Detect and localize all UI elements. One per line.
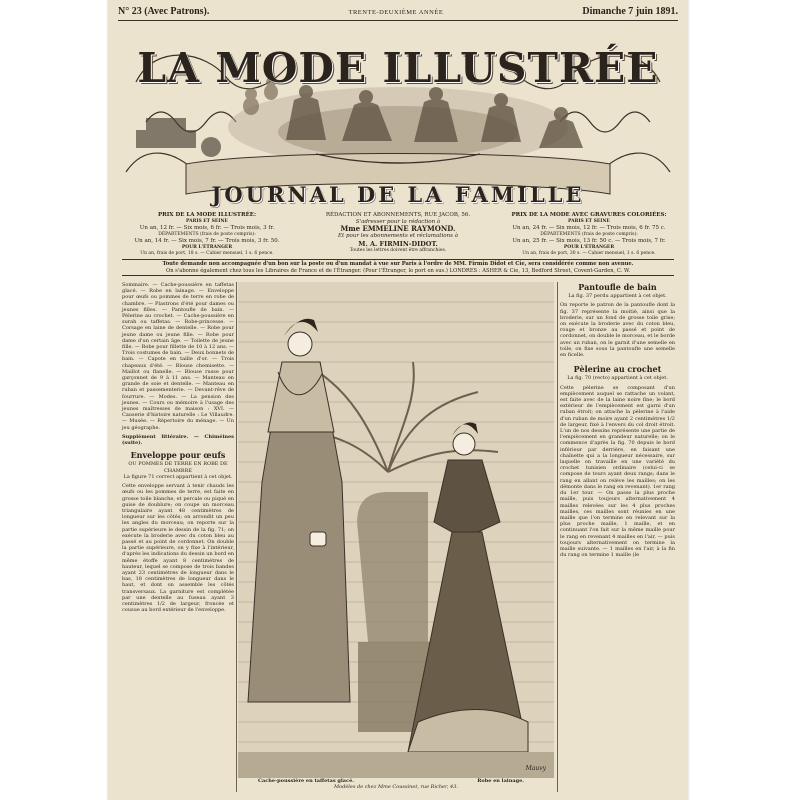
masthead-title: LA MODE ILLUSTRÉE — [137, 44, 659, 92]
column-divider-left — [236, 282, 237, 792]
issue-number: N° 23 (Avec Patrons). — [118, 6, 210, 17]
subscription-right-title: PRIX DE LA MODE AVEC GRAVURES COLORIÉES: — [511, 212, 667, 218]
subscription-right-dept: DÉPARTEMENTS (frais de poste compris): — [540, 231, 638, 237]
notice-bar — [122, 259, 674, 276]
figure-reference-enveloppe: La figure 71 correct appartient à cet objet. — [123, 473, 233, 480]
supplement-text: Supplément littéraire. — Chiméines (suite). — [122, 433, 234, 447]
right-column — [560, 282, 675, 558]
newspaper-page — [108, 0, 688, 800]
masthead-subtitle: JOURNAL DE LA FAMILLE — [211, 182, 585, 207]
notice-line-1: Toute demande non accompagnée d'un bon sur la poste ou d'un mandat à vue sur Paris à l'ordre de MM. Firmin Didot et Cie, sera considérée comme non avenue. — [162, 261, 634, 267]
caption-credit: Modèles de chez Mme Coussinet, rue Richer, 43. — [334, 784, 458, 790]
issue-header — [118, 6, 678, 21]
subscription-left — [122, 212, 292, 256]
article-body-enveloppe: Cette enveloppe servant à tenir chauds les œufs ou les pommes de terre, est faite en grosse toile blanche, et percale ou piqué en guise de doublure; on coupe un morceau triangulaire ayant 48 centimètres de longueur sur les côtés; on arrondit un peu les angles du morceau; on reporte sur la partie supérieure le dessin de la fig. 71; on exécute la broderie avec du coton bleu au passé et au point de cordonnet. On double la partie supérieure, on y fixe à l'intérieur, d'après les indications du dessin un bord en même étoffe ayant 8 centimètres de hauteur, lequel se compose de trois bandes ayant 23 centimètres de longueur dans le bas, 18 centimètres de longueur dans le haut, et dont on assemble les côtés transversaux. La garniture est complétée par une dentelle au fuseau ayant 3 centimètres 1/2 de largeur, froncée et cousue au bord extérieur de l'enveloppe. — [122, 483, 234, 614]
subscription-center-name2: M. A. FIRMIN-DIDOT. — [358, 239, 438, 248]
illustration-captions — [238, 778, 554, 790]
subscription-center-line3: Et pour les abonnements et réclamations à — [338, 233, 458, 239]
fashion-illustration — [238, 282, 554, 778]
subscription-left-dept: DÉPARTEMENTS (frais de poste compris): — [158, 231, 256, 237]
subscription-right-foreign: POUR L'ÉTRANGER — [563, 244, 615, 250]
subscription-center — [303, 212, 493, 256]
figure-reference-pantoufle: La fig. 37 perdu appartient à cet objet. — [568, 293, 667, 300]
subscription-left-paris-price: Un an, 12 fr. — Six mois, 6 fr. — Trois mois, 3 fr. — [139, 225, 275, 231]
issue-date: Dimanche 7 juin 1891. — [582, 6, 678, 17]
caption-right: Robe en lainage. — [477, 778, 524, 784]
issue-year: TRENTE-DEUXIÈME ANNÉE — [348, 9, 444, 16]
caption-left: Cache-poussière en taffetas glacé. — [258, 778, 354, 784]
subscription-left-dept-price: Un an, 14 fr. — Six mois, 7 fr. — Trois mois, 3 fr. 50. — [134, 238, 280, 244]
subscription-left-foreign-note: Un an, frais de port, 18 s. — Cahier mensuel, 1 s. 6 pence. — [140, 251, 274, 256]
article-title-enveloppe: Enveloppe pour œufs — [130, 450, 226, 461]
subscription-right-foreign-note: Un an, frais de port, 30 s. — Cahier mensuel, 1 s. 6 pence. — [522, 251, 656, 256]
left-column — [122, 282, 234, 613]
illustration-signature: Mauvy — [525, 765, 546, 772]
figure-reference-pelerine: La fig. 70 (recto) appartient à cet objet. — [567, 375, 668, 382]
subscription-right-paris-price: Un an, 24 fr. — Six mois, 12 fr. — Trois mois, 6 fr. 75 c. — [512, 225, 666, 231]
subscription-left-title: PRIX DE LA MODE ILLUSTRÉE: — [158, 212, 256, 218]
subscription-center-line1: RÉDACTION ET ABONNEMENTS, RUE JACOB, 56. — [325, 212, 471, 218]
sommaire-text: Sommaire. — Cache-poussière en taffetas glacé. — Robe en lainage. — Enveloppe pour œufs ou pommes de terre en robe de chambre. — Plastrons d'été pour dames ou jeunes filles. — Pantoufle de bain. — Pèlerine au crochet. — Cache-poussière en surah ou taffetas. — Robe-princesse. — Corsage en laine de dentelle. — Robe pour jeune dame ou jeune fille. — Robe pour dame d'un certain âge. — Toilette de jeune fille. — Robe pour fillette de 10 à 12 ans. — Trois costumes de bain. — Deux bonnets de bain. — Capote en taille d'or. — Trois chapeaux d'été. — Blouse chemisette. — Maillot ou flanelle. — Blouse russe pour garçonnet de 9 à 11 ans. — Manteau en grande de soie et dentelle. — Manteau en ruban et passementerie. — Devant-rêve de fourrure. — Modes. — La pension des jeunes. — Cours ou mémoire à l'usage des jeunes maîtresses de maison : XVI. — Causerie d'histoire naturelle : Le Villaudre. — Musée. — Répertoire du ménage. — Un jeu géographe. — [122, 282, 234, 431]
subscription-block — [122, 212, 674, 256]
column-divider-right — [557, 282, 558, 792]
article-title-pantoufle: Pantoufle de bain — [578, 282, 657, 292]
masthead — [116, 22, 680, 210]
subscription-center-name1: Mme EMMELINE RAYMOND. — [340, 224, 456, 233]
subscription-left-paris: PARIS ET SEINE — [186, 218, 228, 224]
fashion-engraving — [238, 282, 554, 778]
article-title-pelerine: Pèlerine au crochet — [573, 364, 662, 375]
subscription-center-line2: S'adresser pour la rédaction à — [355, 218, 441, 225]
article-body-pelerine: Cette pèlerine se composant d'un empiècement auquel se rattache un volant, est faite avec de la laine noire fine; le bord extérieur de l'empiècement est garni d'un ruban étroit; on attache la pèlerine à l'aide d'un ruban de moire ayant 2 centimètres 1/2 de largeur, fixé à l'envers du col droit étroit. L'un de nos dessins représente une partie de l'empiècement en grandeur naturelle; on le commence d'après la fig. 70 depuis le bord inférieur par derrière, en faisant une chaînette qui a la longueur nécessaire, sur laquelle on travaille en une variété du crochet tunisien ordinaire (celui-ci se compose de tours ayant deux rangs; dans le rang en allant on relève les mailles; on les démonte dans le rang en revenant). 1er rang du 1er tour. — On passe la plus proche maille, puis toujours alternativement 4 mailles relevées sur les 4 plus proches mailles, ces mailles sont réunies en une maille que l'on termine en relevant sur la plus proche maille, 1 maille, et en continuant l'on fait sur la même maille pour le rang en revenant 4 mailles en l'air, — puis toujours alternativement on termine la maille suivante. — 1 mailles en l'air, à la fin du rang on termine 1 maille (le — [560, 384, 675, 559]
notice-line-2: On s'abonne également chez tous les Libraires de France et de l'Étranger. (Pour l'Étranger, le port en sus.) LONDRES : ASHER & Cie, 13, Bedford Street, Covent-Garden, C. W. — [165, 267, 631, 274]
subscription-right-dept-price: Un an, 25 fr. — Six mois, 13 fr. 50 c. — Trois mois, 7 fr. — [512, 238, 666, 244]
subscription-center-line4: Toutes les lettres doivent être affranchies. — [349, 247, 447, 253]
subscription-right-paris: PARIS ET SEINE — [568, 218, 610, 224]
article-body-pantoufle: On reporte le patron de la pantoufle dont la fig. 37 représente la moitié, ainsi que la broderie, sur un fond de grosse toile grise; on exécute la broderie avec du coton bleu, rouge et bronze au passé et point de cordonnet, on double le morceau, et le borde avec un ruban, on le garnit d'une semelle en toile, on fixe sous la pantoufle une semelle en ficelle. — [560, 302, 675, 359]
subscription-right — [504, 212, 674, 256]
article-subtitle-enveloppe: OU POMMES DE TERRE EN ROBE DE CHAMBRE — [128, 461, 228, 474]
subscription-left-foreign: POUR L'ÉTRANGER — [181, 244, 233, 250]
